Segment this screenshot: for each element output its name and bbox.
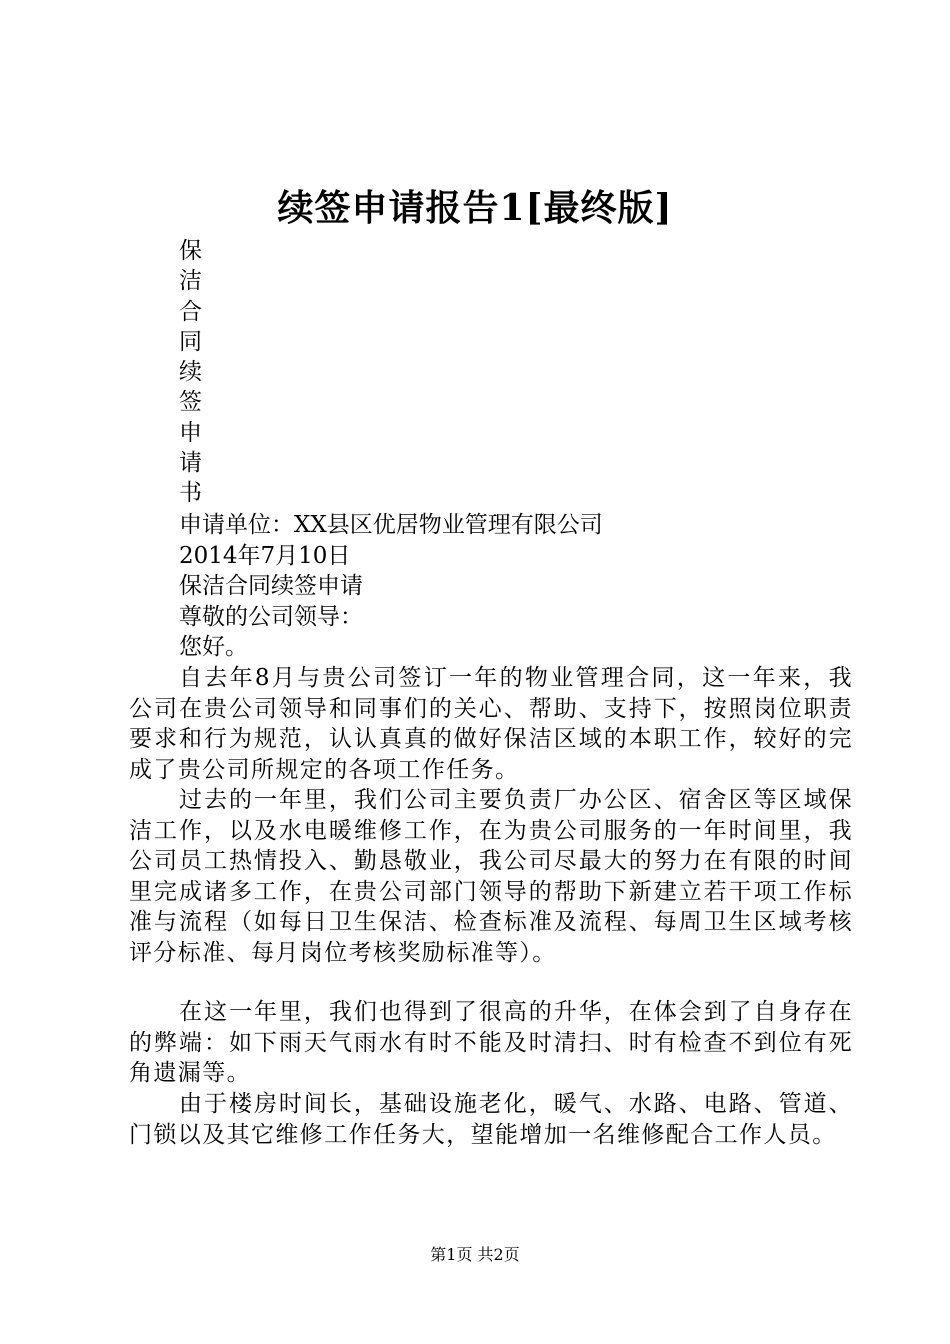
paragraph-2: 过去的一年里，我们公司主要负责厂办公区、宿舍区等区域保洁工作，以及水电暖维修工作，在为贵公司服务的一年时间里，我公司员工热情投入、勤恳敬业，我公司尽最大的努力在有限的时间里完成诸多工作，在贵公司部门领导的帮助下新建立若干项工作标准与流程（如每日卫生保洁、检查标准及流程、每周卫生区域考核评分标准、每月岗位考核奖励标准等）。 — [129, 787, 853, 966]
vertical-heading-char: 同 — [179, 328, 202, 355]
vertical-heading-char: 洁 — [179, 268, 202, 295]
greeting: 您好。 — [179, 634, 248, 660]
date-line: 2014年7月10日 — [179, 543, 351, 569]
paragraph-1: 自去年8月与贵公司签订一年的物业管理合同，这一年来，我公司在贵公司领导和同事们的关心、帮助、支持下，按照岗位职责要求和行为规范，认认真真的做好保洁区域的本职工作，较好的完成了贵公司所规定的各项工作任务。 — [129, 665, 853, 783]
vertical-heading-char: 书 — [179, 480, 202, 507]
applicant-line: 申请单位：XX县区优居物业管理有限公司 — [179, 512, 603, 538]
subject-line: 保洁合同续签申请 — [179, 573, 363, 599]
vertical-heading-char: 续 — [179, 359, 202, 386]
vertical-heading-char: 保 — [179, 238, 202, 264]
page-footer: 第1页 共2页 — [430, 1245, 520, 1264]
page-title: 续签申请报告1[最终版] — [277, 187, 673, 229]
vertical-heading-char: 申 — [179, 419, 202, 446]
salutation: 尊敬的公司领导： — [179, 604, 363, 630]
vertical-heading-char: 签 — [179, 389, 202, 416]
vertical-heading-char: 请 — [179, 450, 202, 477]
vertical-heading-char: 合 — [179, 298, 202, 325]
paragraph-3: 在这一年里，我们也得到了很高的升华，在体会到了自身存在的弊端：如下雨天气雨水有时不能及时清扫、时有检查不到位有死角遗漏等。 — [129, 999, 853, 1086]
paragraph-4: 由于楼房时间长，基础设施老化，暖气、水路、电路、管道、门锁以及其它维修工作任务大，望能增加一名维修配合工作人员。 — [129, 1091, 853, 1148]
vertical-heading — [179, 236, 219, 509]
